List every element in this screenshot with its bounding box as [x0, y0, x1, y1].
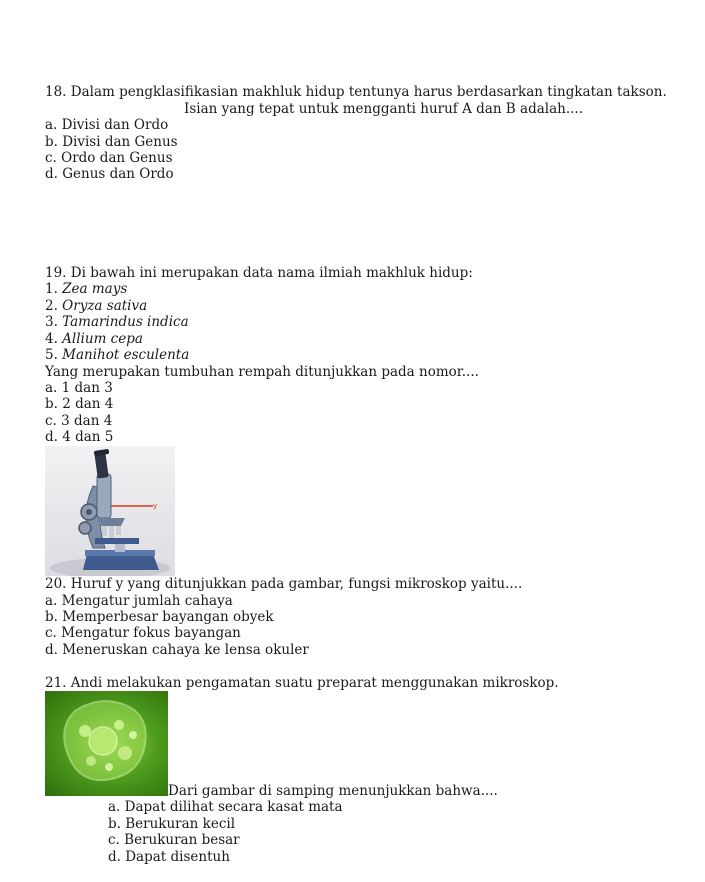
q19-option-d: d. 4 dan 5 [45, 429, 114, 445]
q21-caption: Dari gambar di samping menunjukkan bahwa.... [168, 783, 498, 799]
q20-question: 20. Huruf y yang ditunjukkan pada gambar, fungsi mikroskop yaitu.... [45, 576, 523, 592]
q21-option-a: a. Dapat dilihat secara kasat mata [108, 799, 343, 815]
microscope-illustration [45, 446, 175, 576]
q18-option-c: c. Ordo dan Genus [45, 150, 173, 166]
q19-item-4 [45, 331, 143, 347]
q18-option-d: d. Genus dan Ordo [45, 166, 174, 182]
scientific-name: Allium cepa [62, 331, 143, 347]
q21-option-b: b. Berukuran kecil [108, 816, 236, 832]
q19-question: 19. Di bawah ini merupakan data nama ilmiah makhluk hidup: [45, 265, 473, 281]
q20-option-c: c. Mengatur fokus bayangan [45, 625, 241, 641]
scientific-name: Oryza sativa [62, 298, 148, 314]
q19-item-5 [45, 347, 189, 363]
pointer-label: y [153, 502, 158, 510]
item-number: 1. [45, 281, 63, 297]
q20-option-b: b. Memperbesar bayangan obyek [45, 609, 274, 625]
q18-question-continued: Isian yang tepat untuk mengganti huruf A dan B adalah.... [184, 101, 583, 117]
q19-prompt: Yang merupakan tumbuhan rempah ditunjukkan pada nomor.... [45, 364, 479, 380]
cell-micrograph-image [45, 691, 168, 796]
item-number: 3. [45, 314, 63, 330]
item-number: 2. [45, 298, 63, 314]
microscope-image [45, 446, 175, 576]
cell-illustration [45, 691, 168, 796]
scientific-name: Manihot esculenta [62, 347, 190, 363]
q21-question: 21. Andi melakukan pengamatan suatu preparat menggunakan mikroskop. [45, 675, 559, 691]
q20-option-d: d. Meneruskan cahaya ke lensa okuler [45, 642, 309, 658]
scientific-name: Tamarindus indica [62, 314, 189, 330]
q19-option-b: b. 2 dan 4 [45, 396, 114, 412]
item-number: 4. [45, 331, 63, 347]
q19-option-a: a. 1 dan 3 [45, 380, 113, 396]
q19-item-2 [45, 298, 147, 314]
item-number: 5. [45, 347, 63, 363]
q18-question: 18. Dalam pengklasifikasian makhluk hidup tentunya harus berdasarkan tingkatan takson. [45, 84, 667, 100]
q19-item-3 [45, 314, 189, 330]
q18-option-b: b. Divisi dan Genus [45, 134, 178, 150]
q18-option-a: a. Divisi dan Ordo [45, 117, 169, 133]
q19-option-c: c. 3 dan 4 [45, 413, 113, 429]
scientific-name: Zea mays [62, 281, 128, 297]
q21-option-d: d. Dapat disentuh [108, 849, 230, 865]
q21-option-c: c. Berukuran besar [108, 832, 240, 848]
q20-option-a: a. Mengatur jumlah cahaya [45, 593, 233, 609]
q19-item-1 [45, 281, 127, 297]
